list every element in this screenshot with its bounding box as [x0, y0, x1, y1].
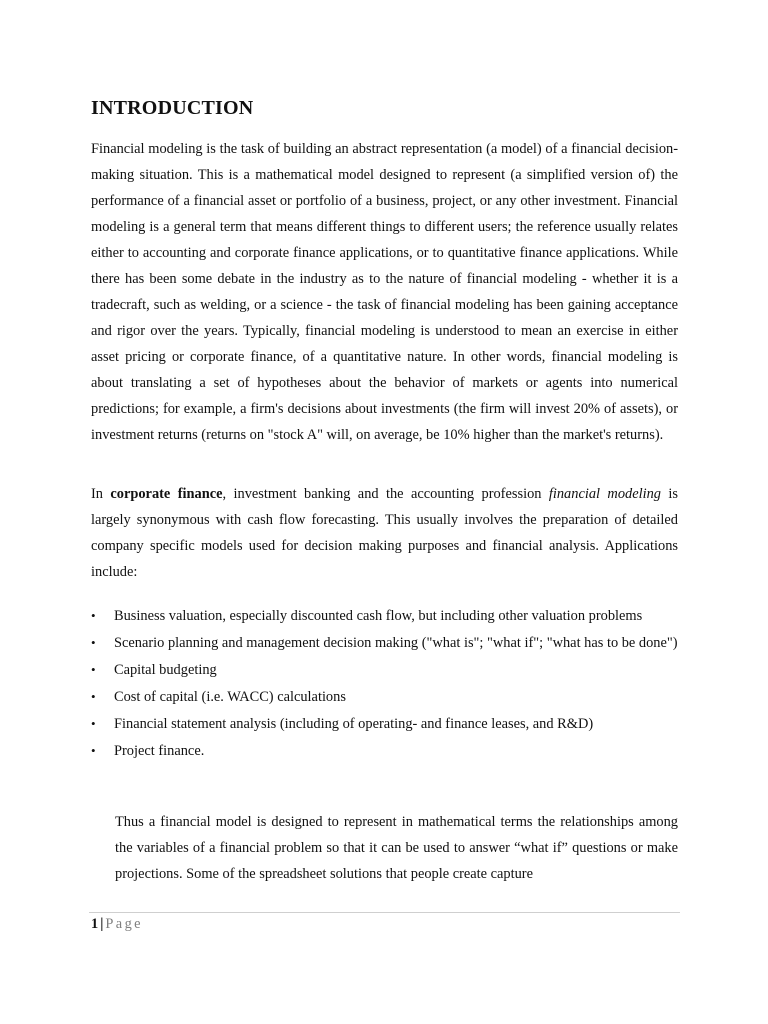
- list-item: [91, 657, 678, 683]
- applications-list: [91, 603, 678, 765]
- bullet-icon: •: [91, 743, 96, 758]
- paragraph-lead-text: In: [91, 486, 111, 502]
- bullet-icon: •: [91, 608, 96, 623]
- section-heading: INTRODUCTION: [91, 97, 254, 119]
- list-item-text: Cost of capital (i.e. WACC) calculations: [114, 689, 346, 705]
- corporate-finance-paragraph: [91, 481, 678, 585]
- list-item: [91, 684, 678, 710]
- list-item-text: Financial statement analysis (including of operating- and finance leases, and R&D): [114, 716, 594, 732]
- list-item: [91, 630, 678, 656]
- intro-paragraph: Financial modeling is the task of building an abstract representation (a model) of a financial decision-making situation. This is a mathematical model designed to represent (a simplified version of) the performance of a financial asset or portfolio of a business, project, or any other investment. Financial modeling is a general term that means different things to different users; the reference usually relates either to accounting and corporate finance applications, or to quantitative finance applications. While there has been some debate in the industry as to the nature of financial modeling - whether it is a tradecraft, such as welding, or a science - the task of financial modeling has been gaining acceptance and rigor over the years. Typically, financial modeling is understood to mean an exercise in either asset pricing or corporate finance, of a quantitative nature. In other words, financial modeling is about translating a set of hypotheses about the behavior of markets or agents into numerical predictions; for example, a firm's decisions about investments (the firm will invest 20% of assets), or investment returns (returns on "stock A" will, on average, be 10% higher than the market's returns).: [91, 141, 678, 443]
- bullet-icon: •: [91, 716, 96, 731]
- list-item-text: Business valuation, especially discounted cash flow, but including other valuation problems: [114, 608, 643, 624]
- paragraph-mid-text: , investment banking and the accounting profession: [222, 486, 549, 502]
- bullet-icon: •: [91, 662, 96, 677]
- bold-term: corporate finance: [110, 486, 223, 502]
- list-item: [91, 603, 678, 629]
- list-item: [91, 738, 678, 764]
- page-label: Page: [105, 916, 143, 932]
- bullet-icon: •: [91, 635, 96, 650]
- list-item-text: Project finance.: [114, 743, 205, 759]
- footer-divider: [89, 912, 680, 913]
- list-item-text: Scenario planning and management decision making ("what is"; "what if"; "what has to be done"): [114, 635, 678, 651]
- page-number: 1: [91, 916, 99, 932]
- list-item: [91, 711, 678, 737]
- list-item-text: Capital budgeting: [114, 662, 217, 678]
- footer-separator: |: [100, 916, 104, 932]
- bullet-icon: •: [91, 689, 96, 704]
- paragraph-rest-text: is largely synonymous with cash flow forecasting. This usually involves the preparation of detailed company specific models used for decision making purposes and financial analysis. Applications include:: [91, 486, 678, 580]
- italic-term: financial modeling: [548, 486, 661, 502]
- page-footer: [91, 914, 143, 934]
- financial-model-paragraph: Thus a financial model is designed to represent in mathematical terms the relationships among the variables of a financial problem so that it can be used to answer “what if” questions or make projections. Some of the spreadsheet solutions that people create capture: [115, 814, 678, 882]
